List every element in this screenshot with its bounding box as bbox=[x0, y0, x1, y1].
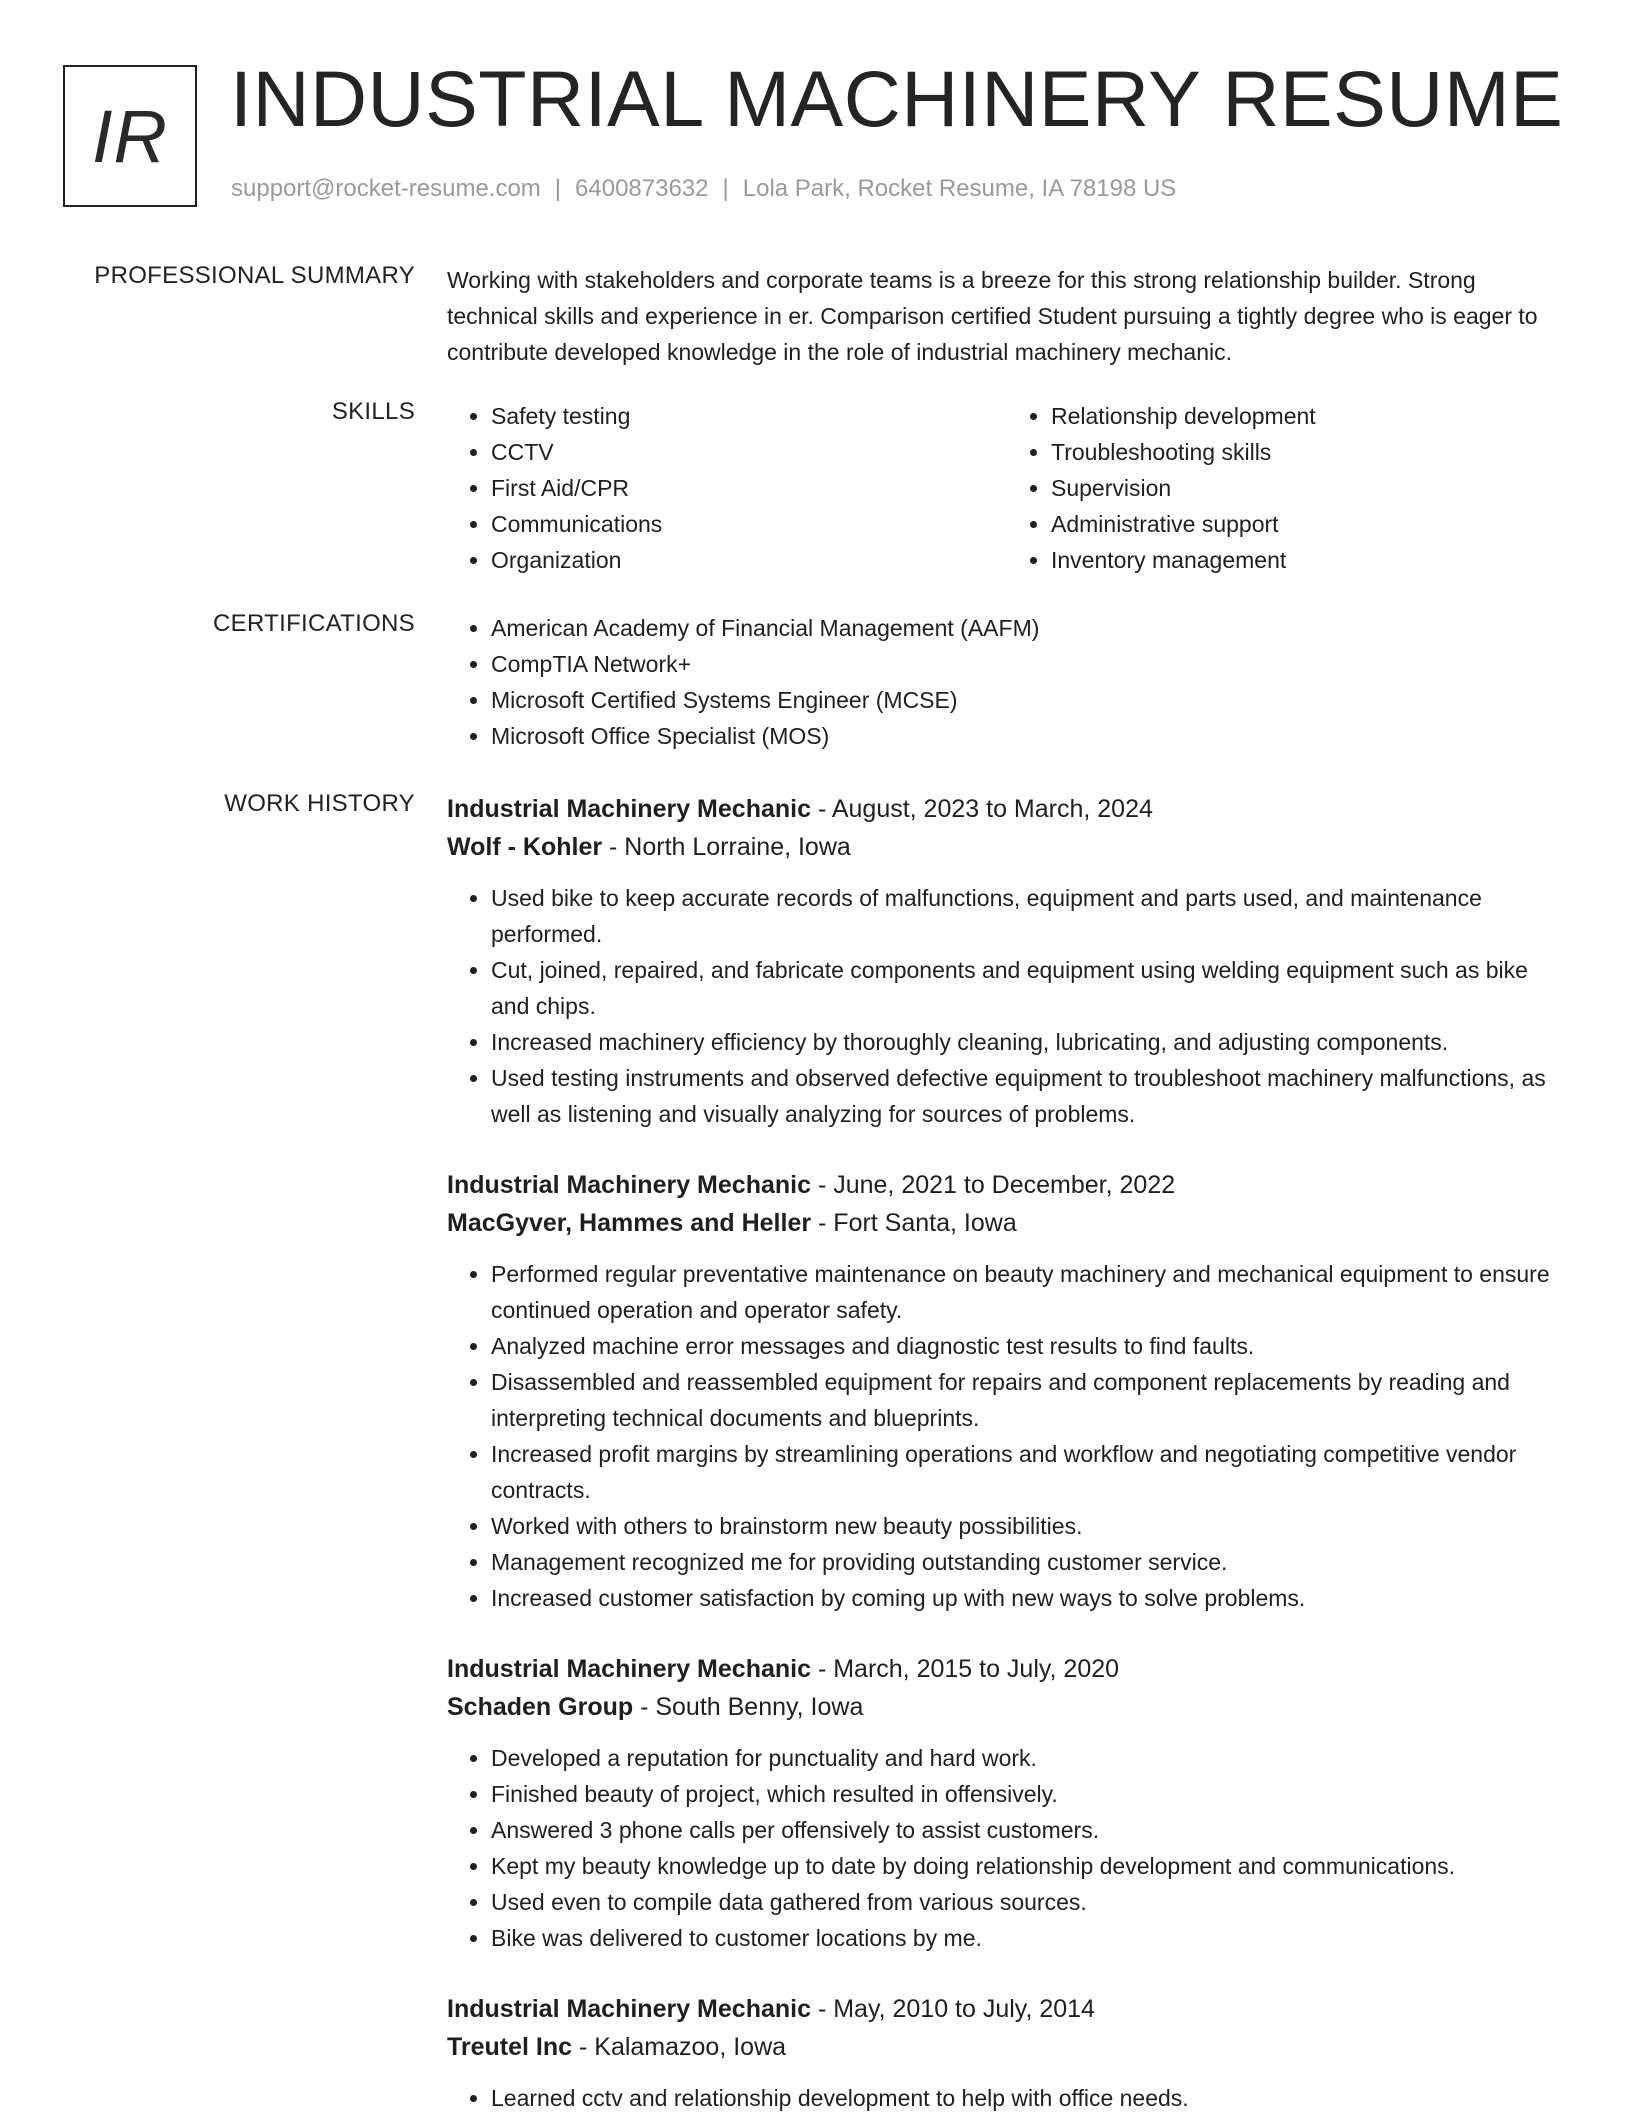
job-bullets bbox=[447, 1740, 1567, 1956]
skill-item: • Safety testing bbox=[491, 398, 1007, 434]
certifications-body bbox=[447, 610, 1567, 754]
contact-separator: | bbox=[554, 175, 562, 202]
skill-item: • Inventory management bbox=[1051, 542, 1567, 578]
job-title: Industrial Machinery Mechanic bbox=[447, 1995, 811, 2023]
contact-address: Lola Park, Rocket Resume, IA 78198 US bbox=[742, 175, 1177, 202]
job-dates: - March, 2015 to July, 2020 bbox=[811, 1655, 1120, 1683]
job-bullet: • Used bike to keep accurate records of malfunctions, equipment and parts used, and maintenance performed. bbox=[491, 880, 1567, 952]
skill-item: • Supervision bbox=[1051, 470, 1567, 506]
job-bullet: • Increased profit margins by streamlining operations and workflow and negotiating competitive vendor contracts. bbox=[491, 1436, 1567, 1508]
job-location: - North Lorraine, Iowa bbox=[602, 833, 851, 861]
certifications-heading: CERTIFICATIONS bbox=[213, 610, 415, 637]
job-employer-line bbox=[447, 1688, 1567, 1726]
job-bullet: • Developed a reputation for punctuality and hard work. bbox=[491, 1740, 1567, 1776]
job-bullets bbox=[447, 880, 1567, 1132]
skill-item: • Organization bbox=[491, 542, 1007, 578]
summary-heading: PROFESSIONAL SUMMARY bbox=[94, 262, 415, 289]
job-bullet: • Used testing instruments and observed defective equipment to troubleshoot machinery malfunctions, as well as listening and visually analyzing for sources of problems. bbox=[491, 1060, 1567, 1132]
monogram-logo: IR bbox=[63, 65, 197, 207]
skill-item: • Administrative support bbox=[1051, 506, 1567, 542]
summary-text: Working with stakeholders and corporate teams is a breeze for this strong relationship builder. Strong technical skills and experience in er. Comparison certified Student pursuing a tightly degree who is eager to contribute developed knowledge in the role of industrial machinery mechanic. bbox=[447, 267, 1538, 365]
job-employer-line bbox=[447, 828, 1567, 866]
job-bullet: • Cut, joined, repaired, and fabricate components and equipment using welding equipment such as bike and chips. bbox=[491, 952, 1567, 1024]
job-employer: Treutel Inc bbox=[447, 2033, 573, 2061]
job-bullet: • Answered 3 phone calls per offensively to assist customers. bbox=[491, 1812, 1567, 1848]
job-bullet: • Used even to compile data gathered from various sources. bbox=[491, 1884, 1567, 1920]
work-history-body bbox=[447, 790, 1567, 2116]
job-bullets bbox=[447, 1256, 1567, 1616]
job-bullet: • Increased machinery efficiency by thoroughly cleaning, lubricating, and adjusting components. bbox=[491, 1024, 1567, 1060]
skills-body bbox=[447, 398, 1567, 578]
skill-item: • Communications bbox=[491, 506, 1007, 542]
job-title: Industrial Machinery Mechanic bbox=[447, 1171, 811, 1199]
job-bullet: • Performed regular preventative maintenance on beauty machinery and mechanical equipment to ensure continued operation and operator safety. bbox=[491, 1256, 1567, 1328]
certification-item: • Microsoft Certified Systems Engineer (MCSE) bbox=[491, 682, 1567, 718]
job-bullet: • Bike was delivered to customer locations by me. bbox=[491, 1920, 1567, 1956]
contact-separator: | bbox=[722, 175, 729, 202]
job-bullet: • Management recognized me for providing outstanding customer service. bbox=[491, 1544, 1567, 1580]
job-bullet: • Disassembled and reassembled equipment for repairs and component replacements by reading and interpreting technical documents and blueprints. bbox=[491, 1364, 1567, 1436]
job-location: - Kalamazoo, Iowa bbox=[572, 2033, 787, 2061]
job-title: Industrial Machinery Mechanic bbox=[447, 1655, 811, 1683]
job-location: - Fort Santa, Iowa bbox=[811, 1209, 1017, 1237]
job-dates: - June, 2021 to December, 2022 bbox=[811, 1171, 1176, 1199]
job-bullet: • Worked with others to brainstorm new beauty possibilities. bbox=[491, 1508, 1567, 1544]
work-history-heading: WORK HISTORY bbox=[224, 790, 415, 817]
job-bullet: • Increased customer satisfaction by coming up with new ways to solve problems. bbox=[491, 1580, 1567, 1616]
job-employer: MacGyver, Hammes and Heller bbox=[447, 1209, 812, 1237]
skills-list-right bbox=[1007, 398, 1567, 578]
job-entry bbox=[447, 790, 1567, 1132]
contact-email[interactable]: support@rocket-resume.com bbox=[231, 175, 541, 202]
job-dates: - August, 2023 to March, 2024 bbox=[811, 795, 1153, 823]
page-title: INDUSTRIAL MACHINERY RESUME bbox=[230, 54, 1564, 143]
skill-item: • Relationship development bbox=[1051, 398, 1567, 434]
certification-item: • Microsoft Office Specialist (MOS) bbox=[491, 718, 1567, 754]
job-entry bbox=[447, 1166, 1567, 1616]
job-bullet: • Learned cctv and relationship development to help with office needs. bbox=[491, 2080, 1567, 2116]
job-bullets bbox=[447, 2080, 1567, 2116]
skills-heading: SKILLS bbox=[331, 398, 415, 425]
job-title-line bbox=[447, 790, 1567, 828]
contact-line bbox=[231, 175, 1176, 203]
job-bullet: • Kept my beauty knowledge up to date by doing relationship development and communications. bbox=[491, 1848, 1567, 1884]
job-employer-line bbox=[447, 2028, 1567, 2066]
job-entry bbox=[447, 1990, 1567, 2116]
certifications-list bbox=[447, 610, 1567, 754]
skill-item: • Troubleshooting skills bbox=[1051, 434, 1567, 470]
skill-item: • First Aid/CPR bbox=[491, 470, 1007, 506]
skills-list-left bbox=[447, 398, 1007, 578]
summary-body bbox=[447, 262, 1567, 370]
job-employer-line bbox=[447, 1204, 1567, 1242]
job-dates: - May, 2010 to July, 2014 bbox=[811, 1995, 1095, 2023]
certification-item: • CompTIA Network+ bbox=[491, 646, 1567, 682]
job-title-line bbox=[447, 1166, 1567, 1204]
job-employer: Schaden Group bbox=[447, 1693, 634, 1721]
job-entry bbox=[447, 1650, 1567, 1956]
contact-phone[interactable]: 6400873632 bbox=[575, 175, 709, 202]
skill-item: • CCTV bbox=[491, 434, 1007, 470]
job-bullet: • Finished beauty of project, which resulted in offensively. bbox=[491, 1776, 1567, 1812]
certification-item: • American Academy of Financial Management (AAFM) bbox=[491, 610, 1567, 646]
job-location: - South Benny, Iowa bbox=[633, 1693, 864, 1721]
job-employer: Wolf - Kohler bbox=[447, 833, 603, 861]
job-title-line bbox=[447, 1650, 1567, 1688]
job-bullet: • Analyzed machine error messages and diagnostic test results to find faults. bbox=[491, 1328, 1567, 1364]
job-title-line bbox=[447, 1990, 1567, 2028]
job-title: Industrial Machinery Mechanic bbox=[447, 795, 811, 823]
